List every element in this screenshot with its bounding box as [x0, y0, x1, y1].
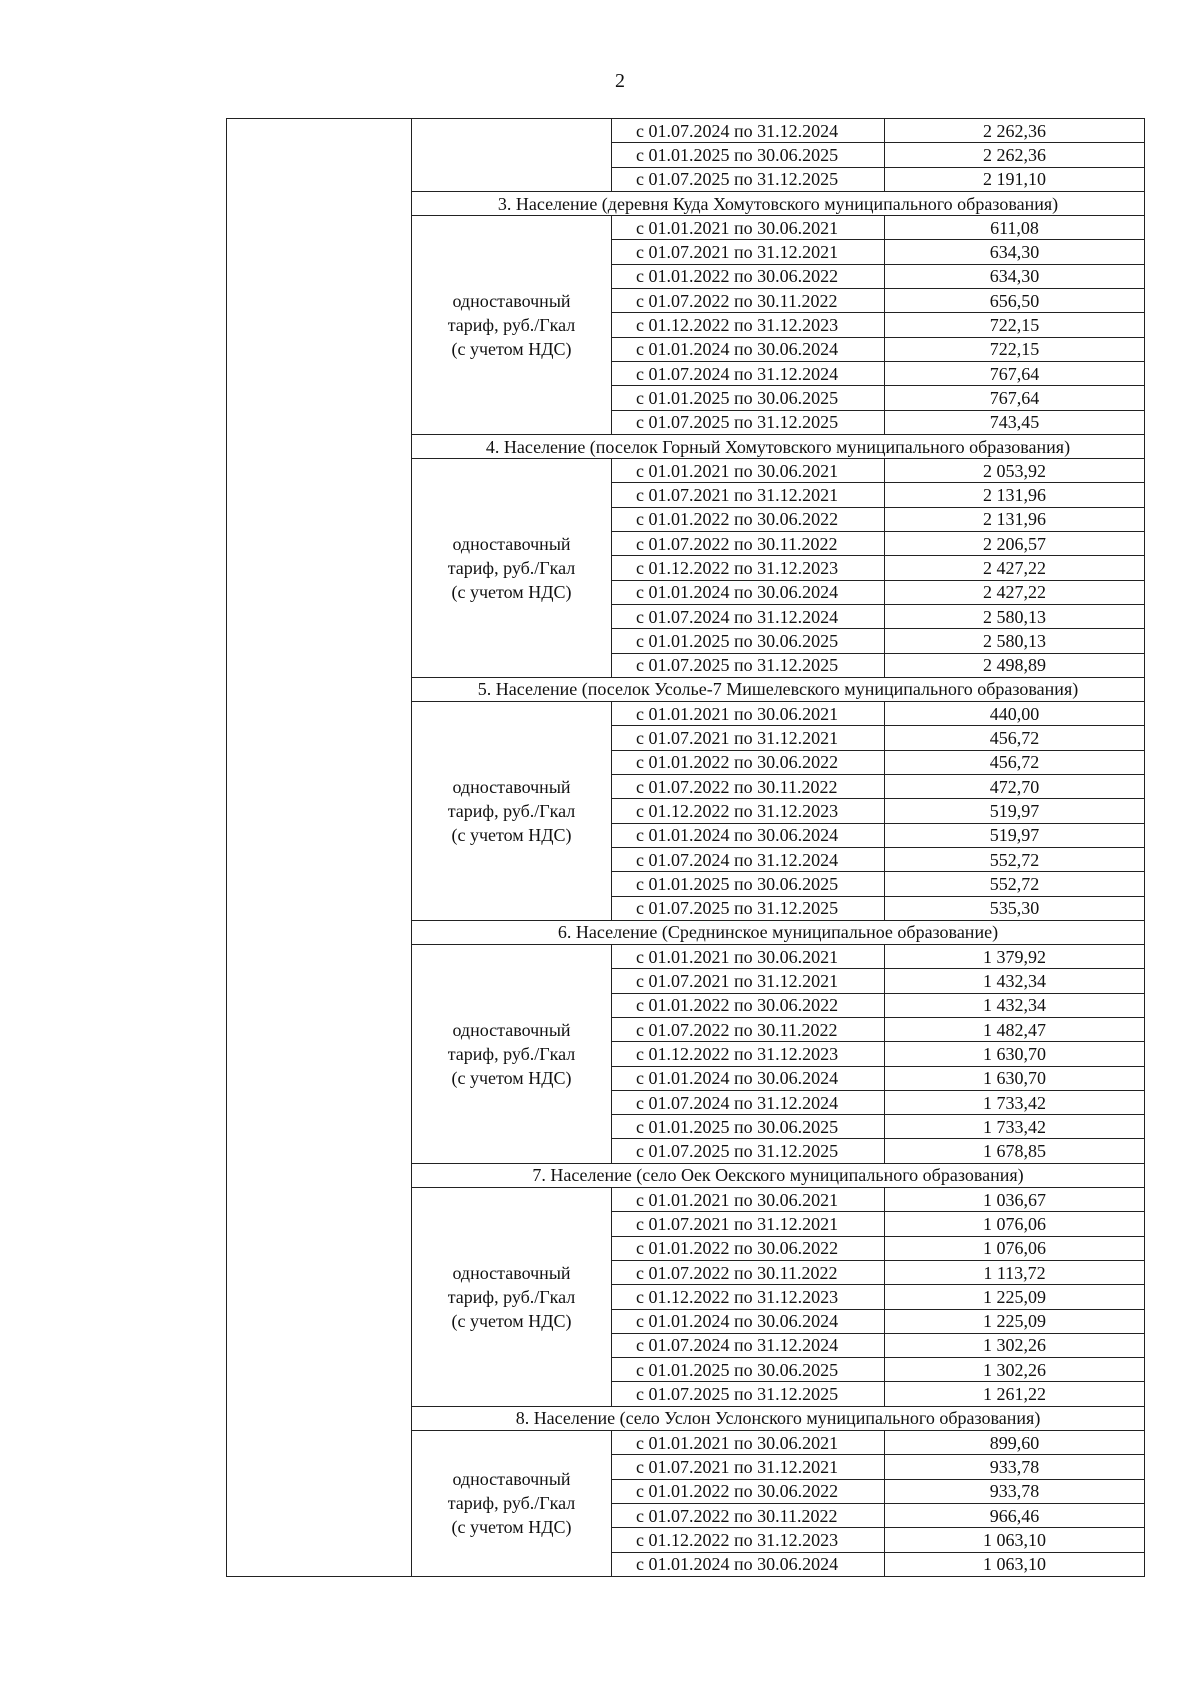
period-cell: с 01.01.2024 по 30.06.2024 [612, 823, 885, 847]
period-cell: с 01.07.2024 по 31.12.2024 [612, 1333, 885, 1357]
tariff-value-cell: 2 053,92 [885, 459, 1145, 483]
period-cell: с 01.07.2025 по 31.12.2025 [612, 167, 885, 191]
tariff-type-label-line: тариф, руб./Гкал [447, 1043, 576, 1064]
tariff-value-cell: 722,15 [885, 313, 1145, 337]
tariff-value-cell: 1 063,10 [885, 1528, 1145, 1552]
period-cell: с 01.07.2022 по 30.11.2022 [612, 1017, 885, 1041]
tariff-value-cell: 552,72 [885, 847, 1145, 871]
table-row [227, 119, 1145, 143]
period-cell: с 01.07.2025 по 31.12.2025 [612, 653, 885, 677]
tariff-type-label-line: (с учетом НДС) [451, 1067, 572, 1088]
tariff-value-cell: 933,78 [885, 1455, 1145, 1479]
tariff-type-label-line: (с учетом НДС) [451, 581, 572, 602]
period-cell: с 01.01.2025 по 30.06.2025 [612, 386, 885, 410]
tariff-value-cell: 2 191,10 [885, 167, 1145, 191]
period-cell: с 01.01.2022 по 30.06.2022 [612, 750, 885, 774]
tariff-type-label [412, 945, 612, 1164]
tariff-type-label [412, 1431, 612, 1577]
tariff-value-cell: 1 432,34 [885, 993, 1145, 1017]
period-cell: с 01.12.2022 по 31.12.2023 [612, 1042, 885, 1066]
period-cell: с 01.07.2024 по 31.12.2024 [612, 119, 885, 143]
period-cell: с 01.07.2021 по 31.12.2021 [612, 969, 885, 993]
period-cell: с 01.01.2025 по 30.06.2025 [612, 1358, 885, 1382]
tariff-value-cell: 899,60 [885, 1431, 1145, 1455]
tariff-value-cell: 2 131,96 [885, 507, 1145, 531]
tariff-value-cell: 535,30 [885, 896, 1145, 920]
tariff-value-cell: 2 498,89 [885, 653, 1145, 677]
tariff-value-cell: 456,72 [885, 750, 1145, 774]
section-title: 4. Население (поселок Горный Хомутовского муниципального образования) [412, 434, 1145, 458]
period-cell: с 01.07.2025 по 31.12.2025 [612, 896, 885, 920]
tariff-value-cell: 2 262,36 [885, 143, 1145, 167]
tariff-value-cell: 2 580,13 [885, 629, 1145, 653]
period-cell: с 01.01.2021 по 30.06.2021 [612, 1188, 885, 1212]
period-cell: с 01.01.2025 по 30.06.2025 [612, 629, 885, 653]
tariff-table [226, 118, 1145, 1577]
tariff-type-label-line: одноставочный [452, 1469, 571, 1490]
tariff-value-cell: 1 630,70 [885, 1042, 1145, 1066]
period-cell: с 01.07.2022 по 30.11.2022 [612, 1260, 885, 1284]
section-title: 7. Население (село Оек Оекского муниципального образования) [412, 1163, 1145, 1187]
tariff-type-label-line: тариф, руб./Гкал [447, 557, 576, 578]
period-cell: с 01.01.2021 по 30.06.2021 [612, 459, 885, 483]
period-cell: с 01.01.2022 по 30.06.2022 [612, 507, 885, 531]
period-cell: с 01.01.2025 по 30.06.2025 [612, 872, 885, 896]
tariff-type-label-line: тариф, руб./Гкал [447, 1286, 576, 1307]
tariff-value-cell: 743,45 [885, 410, 1145, 434]
period-cell: с 01.01.2022 по 30.06.2022 [612, 993, 885, 1017]
period-cell: с 01.07.2021 по 31.12.2021 [612, 1455, 885, 1479]
period-cell: с 01.12.2022 по 31.12.2023 [612, 1285, 885, 1309]
tariff-value-cell: 722,15 [885, 337, 1145, 361]
period-cell: с 01.01.2025 по 30.06.2025 [612, 143, 885, 167]
tariff-type-label-line: (с учетом НДС) [451, 1310, 572, 1331]
period-cell: с 01.12.2022 по 31.12.2023 [612, 1528, 885, 1552]
tariff-value-cell: 2 427,22 [885, 580, 1145, 604]
tariff-value-cell: 472,70 [885, 775, 1145, 799]
period-cell: с 01.01.2022 по 30.06.2022 [612, 1236, 885, 1260]
period-cell: с 01.01.2022 по 30.06.2022 [612, 264, 885, 288]
tariff-value-cell: 767,64 [885, 386, 1145, 410]
section-title: 8. Население (село Услон Услонского муниципального образования) [412, 1406, 1145, 1430]
period-cell: с 01.01.2021 по 30.06.2021 [612, 945, 885, 969]
period-cell: с 01.01.2025 по 30.06.2025 [612, 1115, 885, 1139]
period-cell: с 01.01.2024 по 30.06.2024 [612, 1552, 885, 1576]
period-cell: с 01.07.2024 по 31.12.2024 [612, 847, 885, 871]
tariff-value-cell: 552,72 [885, 872, 1145, 896]
period-cell: с 01.07.2024 по 31.12.2024 [612, 604, 885, 628]
tariff-value-cell: 634,30 [885, 264, 1145, 288]
tariff-type-label [412, 702, 612, 921]
period-cell: с 01.12.2022 по 31.12.2023 [612, 313, 885, 337]
tariff-value-cell: 2 427,22 [885, 556, 1145, 580]
tariff-value-cell: 1 063,10 [885, 1552, 1145, 1576]
period-cell: с 01.07.2022 по 30.11.2022 [612, 289, 885, 313]
period-cell: с 01.01.2022 по 30.06.2022 [612, 1479, 885, 1503]
section-title: 3. Население (деревня Куда Хомутовского муниципального образования) [412, 191, 1145, 215]
section-title: 6. Население (Среднинское муниципальное образование) [412, 920, 1145, 944]
tariff-type-label-line: одноставочный [452, 776, 571, 797]
tariff-table-body [227, 119, 1145, 1577]
tariff-value-cell: 611,08 [885, 216, 1145, 240]
tariff-value-cell: 1 261,22 [885, 1382, 1145, 1406]
tariff-value-cell: 2 206,57 [885, 532, 1145, 556]
tariff-type-label-line: тариф, руб./Гкал [447, 315, 576, 336]
period-cell: с 01.07.2021 по 31.12.2021 [612, 1212, 885, 1236]
tariff-type-label-line: (с учетом НДС) [451, 824, 572, 845]
tariff-type-label-line: тариф, руб./Гкал [447, 1493, 576, 1514]
period-cell: с 01.07.2021 по 31.12.2021 [612, 483, 885, 507]
tariff-value-cell: 2 262,36 [885, 119, 1145, 143]
tariff-value-cell: 1 733,42 [885, 1115, 1145, 1139]
tariff-type-label [412, 1188, 612, 1407]
tariff-value-cell: 2 580,13 [885, 604, 1145, 628]
period-cell: с 01.07.2021 по 31.12.2021 [612, 240, 885, 264]
tariff-type-label [412, 459, 612, 678]
tariff-type-label-line: одноставочный [452, 291, 571, 312]
tariff-value-cell: 440,00 [885, 702, 1145, 726]
period-cell: с 01.01.2024 по 30.06.2024 [612, 580, 885, 604]
tariff-value-cell: 456,72 [885, 726, 1145, 750]
period-cell: с 01.12.2022 по 31.12.2023 [612, 799, 885, 823]
tariff-value-cell: 519,97 [885, 823, 1145, 847]
tariff-value-cell: 1 076,06 [885, 1212, 1145, 1236]
tariff-value-cell: 1 678,85 [885, 1139, 1145, 1163]
tariff-value-cell: 1 225,09 [885, 1285, 1145, 1309]
tariff-value-cell: 1 113,72 [885, 1260, 1145, 1284]
period-cell: с 01.01.2024 по 30.06.2024 [612, 1066, 885, 1090]
period-cell: с 01.07.2025 по 31.12.2025 [612, 1139, 885, 1163]
period-cell: с 01.07.2021 по 31.12.2021 [612, 726, 885, 750]
period-cell: с 01.01.2024 по 30.06.2024 [612, 1309, 885, 1333]
tariff-value-cell: 767,64 [885, 361, 1145, 385]
period-cell: с 01.07.2024 по 31.12.2024 [612, 361, 885, 385]
tariff-value-cell: 634,30 [885, 240, 1145, 264]
tariff-value-cell: 1 482,47 [885, 1017, 1145, 1041]
tariff-type-label-line: (с учетом НДС) [451, 339, 572, 360]
tariff-value-cell: 1 379,92 [885, 945, 1145, 969]
tariff-value-cell: 656,50 [885, 289, 1145, 313]
period-cell: с 01.01.2021 по 30.06.2021 [612, 702, 885, 726]
period-cell: с 01.07.2022 по 30.11.2022 [612, 775, 885, 799]
tariff-value-cell: 1 432,34 [885, 969, 1145, 993]
page-number: 2 [615, 70, 625, 92]
period-cell: с 01.07.2025 по 31.12.2025 [612, 1382, 885, 1406]
period-cell: с 01.07.2022 по 30.11.2022 [612, 1503, 885, 1527]
period-cell: с 01.07.2025 по 31.12.2025 [612, 410, 885, 434]
tariff-value-cell: 1 076,06 [885, 1236, 1145, 1260]
period-cell: с 01.12.2022 по 31.12.2023 [612, 556, 885, 580]
tariff-value-cell: 2 131,96 [885, 483, 1145, 507]
continuation-label-cell [412, 119, 612, 192]
period-cell: с 01.07.2024 по 31.12.2024 [612, 1090, 885, 1114]
tariff-type-label-line: тариф, руб./Гкал [447, 800, 576, 821]
period-cell: с 01.07.2022 по 30.11.2022 [612, 532, 885, 556]
tariff-value-cell: 1 302,26 [885, 1358, 1145, 1382]
section-title: 5. Население (поселок Усолье-7 Мишелевского муниципального образования) [412, 677, 1145, 701]
tariff-type-label-line: (с учетом НДС) [451, 1517, 572, 1538]
tariff-value-cell: 519,97 [885, 799, 1145, 823]
tariff-value-cell: 966,46 [885, 1503, 1145, 1527]
tariff-value-cell: 933,78 [885, 1479, 1145, 1503]
left-outer-column [227, 119, 412, 1577]
tariff-type-label [412, 216, 612, 435]
tariff-value-cell: 1 733,42 [885, 1090, 1145, 1114]
tariff-type-label-line: одноставочный [452, 1019, 571, 1040]
tariff-value-cell: 1 302,26 [885, 1333, 1145, 1357]
period-cell: с 01.01.2021 по 30.06.2021 [612, 1431, 885, 1455]
tariff-value-cell: 1 036,67 [885, 1188, 1145, 1212]
tariff-value-cell: 1 630,70 [885, 1066, 1145, 1090]
period-cell: с 01.01.2024 по 30.06.2024 [612, 337, 885, 361]
tariff-type-label-line: одноставочный [452, 533, 571, 554]
period-cell: с 01.01.2021 по 30.06.2021 [612, 216, 885, 240]
tariff-type-label-line: одноставочный [452, 1262, 571, 1283]
tariff-value-cell: 1 225,09 [885, 1309, 1145, 1333]
